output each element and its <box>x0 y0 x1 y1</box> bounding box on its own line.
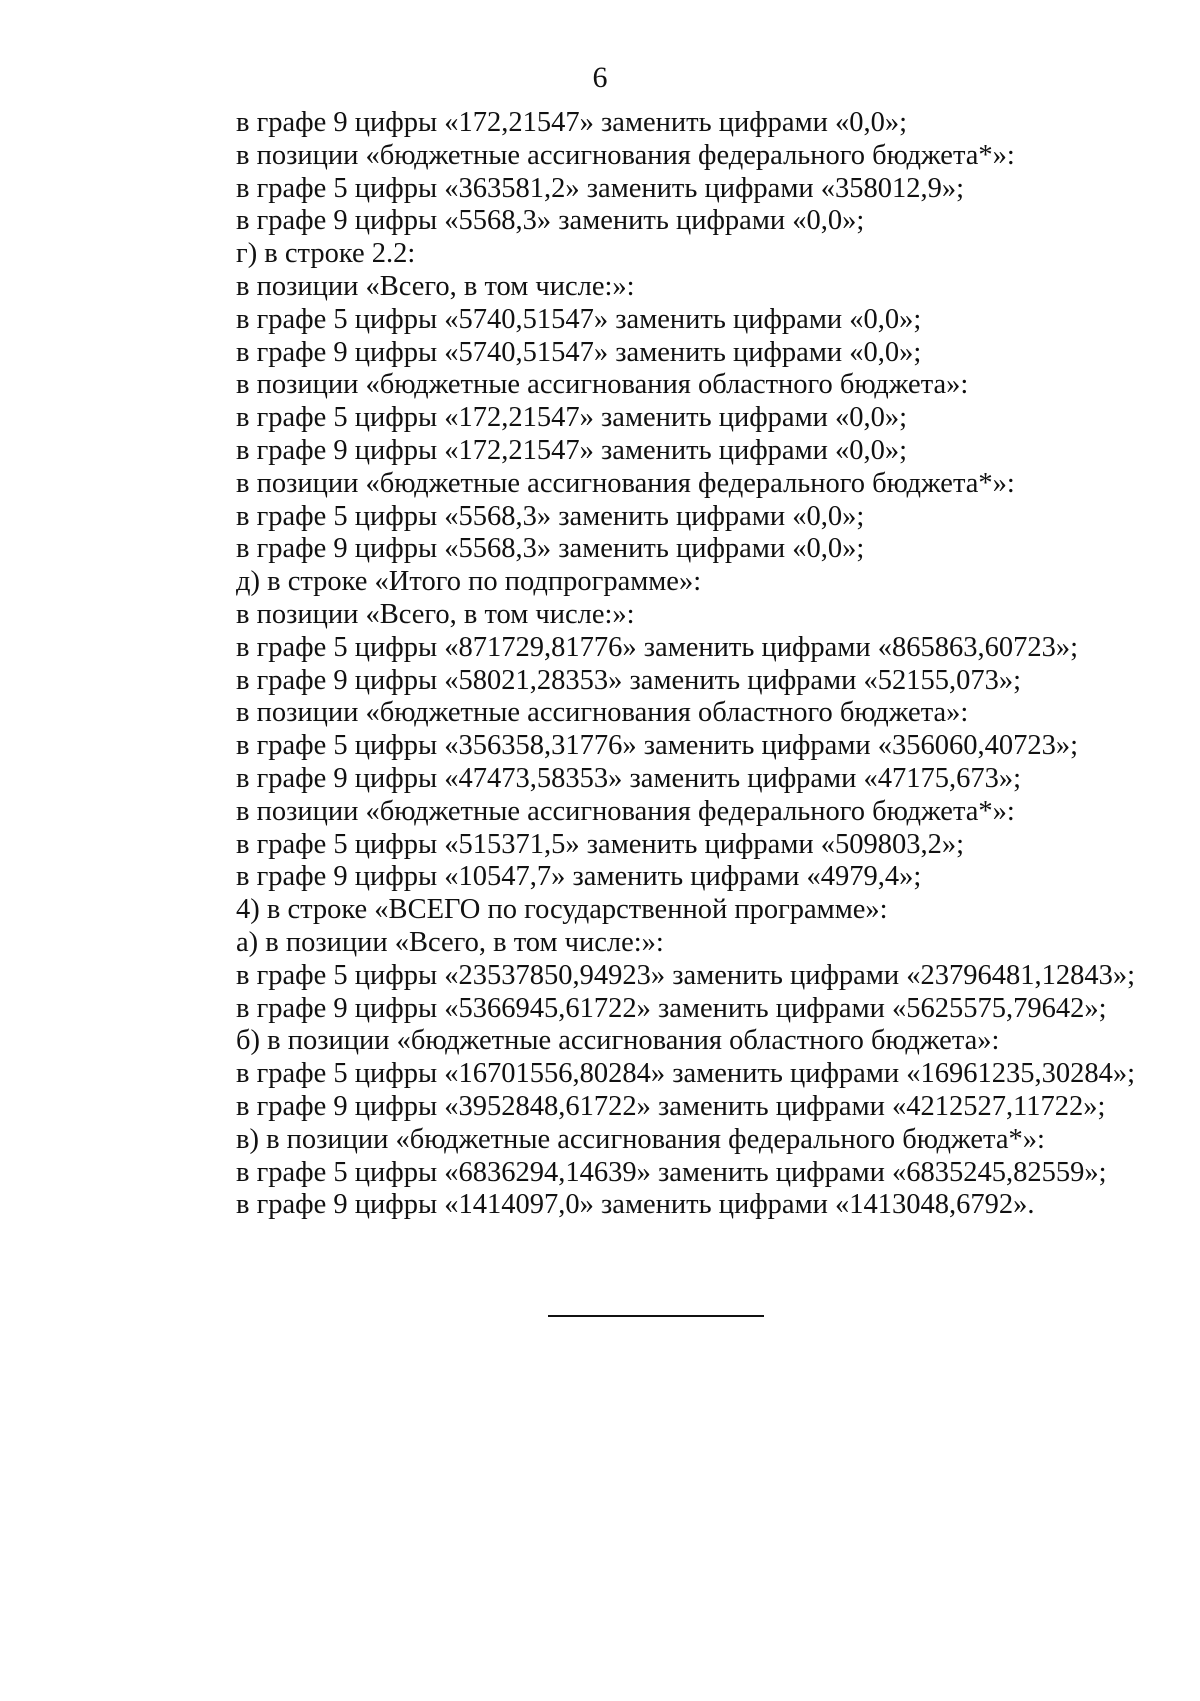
text-line: в графе 9 цифры «10547,7» заменить цифрами «4979,4»; <box>236 861 922 893</box>
text-line: в графе 5 цифры «16701556,80284» заменить цифрами «16961235,30284»; <box>236 1058 1136 1090</box>
text-line: в графе 9 цифры «5366945,61722» заменить цифрами «5625575,79642»; <box>236 992 1107 1024</box>
text-line: в графе 5 цифры «5568,3» заменить цифрами «0,0»; <box>236 500 865 532</box>
text-line: г) в строке 2.2: <box>236 238 416 270</box>
text-line: в позиции «бюджетные ассигнования федерального бюджета*»: <box>236 795 1015 827</box>
text-line: в графе 9 цифры «5740,51547» заменить цифрами «0,0»; <box>236 336 922 368</box>
text-line: в графе 5 цифры «363581,2» заменить цифрами «358012,9»; <box>236 172 965 204</box>
document-body <box>236 107 1176 1222</box>
text-line: в позиции «Всего, в том числе:»: <box>236 598 635 630</box>
text-line: в графе 9 цифры «172,21547» заменить цифрами «0,0»; <box>236 107 908 138</box>
text-line: в графе 5 цифры «23537850,94923» заменить цифрами «23796481,12843»; <box>236 959 1136 991</box>
text-line: в графе 5 цифры «356358,31776» заменить цифрами «356060,40723»; <box>236 730 1079 762</box>
text-line: в графе 9 цифры «172,21547» заменить цифрами «0,0»; <box>236 434 908 466</box>
text-line: в графе 9 цифры «58021,28353» заменить цифрами «52155,073»; <box>236 664 1022 696</box>
text-line: в графе 5 цифры «515371,5» заменить цифрами «509803,2»; <box>236 828 965 860</box>
text-line: в графе 5 цифры «6836294,14639» заменить цифрами «6835245,82559»; <box>236 1156 1107 1188</box>
text-line: в графе 9 цифры «5568,3» заменить цифрами «0,0»; <box>236 533 865 565</box>
text-line: д) в строке «Итого по подпрограмме»: <box>236 566 702 598</box>
text-line: в графе 9 цифры «47473,58353» заменить цифрами «47175,673»; <box>236 762 1022 794</box>
text-line: в позиции «Всего, в том числе:»: <box>236 270 635 302</box>
page-number: 6 <box>592 61 608 94</box>
text-line: в графе 5 цифры «871729,81776» заменить цифрами «865863,60723»; <box>236 631 1079 663</box>
text-line: в позиции «бюджетные ассигнования федерального бюджета*»: <box>236 467 1015 499</box>
text-line: в позиции «бюджетные ассигнования областного бюджета»: <box>236 369 969 401</box>
text-line: б) в позиции «бюджетные ассигнования областного бюджета»: <box>236 1025 1000 1057</box>
text-line: в графе 5 цифры «172,21547» заменить цифрами «0,0»; <box>236 402 908 434</box>
text-line: в позиции «бюджетные ассигнования федерального бюджета*»: <box>236 139 1015 171</box>
text-line: в графе 9 цифры «1414097,0» заменить цифрами «1413048,6792». <box>236 1189 1035 1221</box>
text-line: в позиции «бюджетные ассигнования областного бюджета»: <box>236 697 969 729</box>
text-line: в) в позиции «бюджетные ассигнования федерального бюджета*»: <box>236 1123 1045 1155</box>
text-line: в графе 9 цифры «3952848,61722» заменить цифрами «4212527,11722»; <box>236 1090 1106 1122</box>
text-line: а) в позиции «Всего, в том числе:»: <box>236 926 664 958</box>
text-line: 4) в строке «ВСЕГО по государственной программе»: <box>236 894 888 926</box>
text-line: в графе 9 цифры «5568,3» заменить цифрами «0,0»; <box>236 205 865 237</box>
text-line: в графе 5 цифры «5740,51547» заменить цифрами «0,0»; <box>236 303 922 335</box>
end-separator-line <box>548 1315 764 1317</box>
